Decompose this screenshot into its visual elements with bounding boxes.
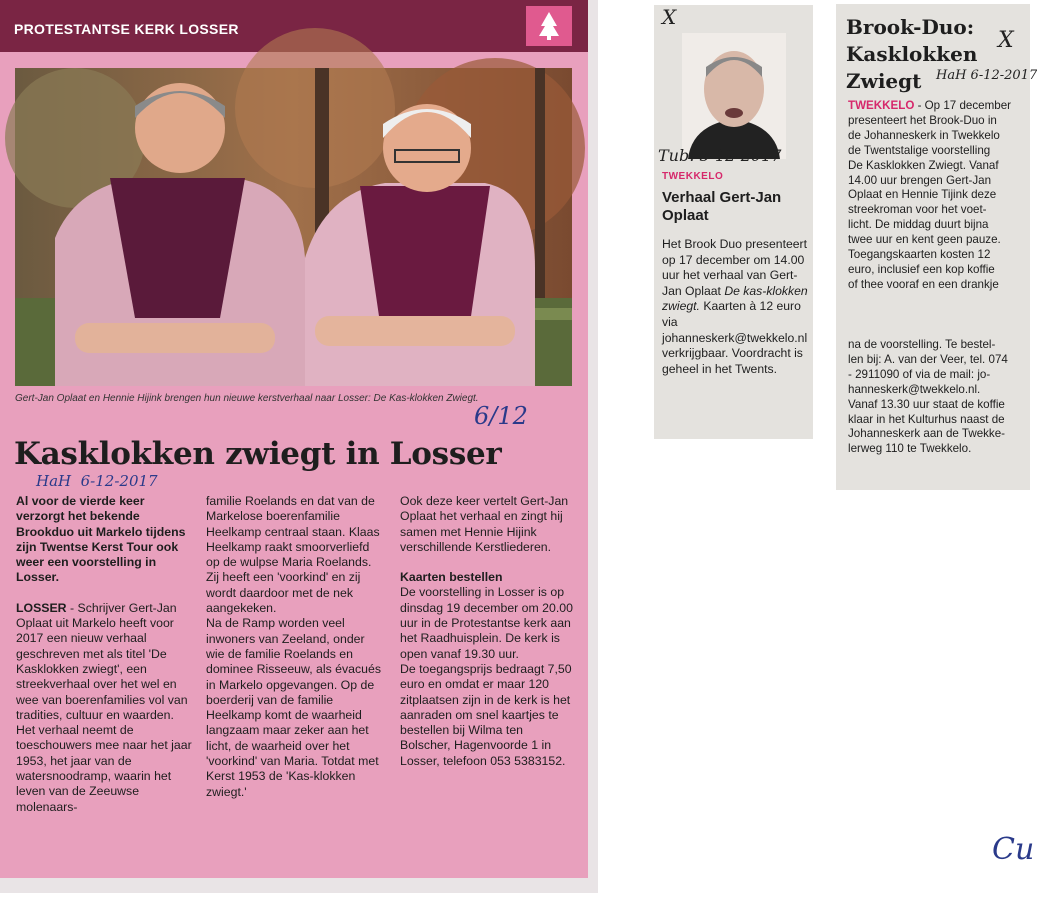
location-tag: TWEKKELO (662, 171, 724, 182)
article-line: lerweg 110 te Twekkelo. (848, 442, 972, 456)
article-headline: Kasklokken zwiegt in Losser (14, 436, 502, 472)
article-body-part-2 (848, 338, 1008, 457)
christmas-tree-icon (526, 6, 572, 46)
article-line: 14.00 uur brengen Gert-Jan (848, 173, 992, 187)
article-intro: Al voor de vierde keer verzorgt het bekende Brookduo uit Markelo tijdens zijn Twentse Kerst Tour ook weer een voorstelling in Losser. (16, 494, 186, 585)
article-column-3 (400, 494, 576, 769)
handwritten-mark: X (998, 28, 1014, 53)
body-title-italic: De kas-klokken zwiegt. (662, 283, 808, 314)
article-paragraph: De voorstelling in Losser is op dinsdag 19 december om 20.00 uur in de Protestantse kerk aan het Raadhuisplein. De kerk is open vanaf 19.30 uur. (400, 585, 573, 661)
article-line (848, 99, 1011, 114)
article-line: De Kasklokken Zwiegt. Vanaf (848, 158, 999, 172)
article-line: Oplaat en Hennie Tijink deze (848, 188, 997, 202)
article-line: Johanneskerk aan de Twekke- (848, 427, 1006, 441)
handwritten-date-note: 6/12 (474, 402, 528, 430)
duo-photo (15, 68, 572, 386)
article-subheading: Kaarten bestellen (400, 570, 503, 585)
article-line: na de voorstelling. Te bestel- (848, 338, 996, 351)
portrait-photo (682, 33, 786, 159)
article-paragraph (16, 601, 192, 723)
article-line: euro, inclusief een kop koffie (848, 262, 995, 276)
article-line: de Johanneskerk in Twekkelo (848, 128, 1000, 142)
photo-caption: Gert-Jan Oplaat en Hennie Hijink brengen hun nieuwe kerstverhaal naar Losser: De Kas-klokken Zwiegt. (15, 393, 479, 404)
handwritten-source-note: HaH 6-12-2017 (36, 472, 158, 490)
right-clipping (836, 4, 1037, 490)
margin-scribble: Cu (992, 832, 1035, 867)
location-tag: TWEKKELO (848, 99, 915, 112)
article-paragraph: De toegangsprijs bedraagt 7,50 euro en omdat er maar 120 zitplaatsen zijn in de kerk is het aanraden om snel kaartjes te bestellen bij Wilma ten Bolscher, Hagenvoorde 1 in Losser, telefoon 053 5383152. (400, 661, 572, 768)
article-line: - 2911090 of via de mail: jo- (848, 367, 991, 381)
dateline: LOSSER (16, 600, 67, 615)
article-headline: Brook-Duo: Kasklokken Zwiegt (846, 15, 978, 93)
article-body-part-1 (848, 99, 1011, 293)
article-line: licht. De middag duurt bijna (848, 218, 989, 232)
middle-clipping (654, 5, 813, 439)
handwritten-mark: X (662, 5, 677, 29)
article-body (662, 237, 810, 377)
line-text: - Op 17 december (914, 99, 1012, 112)
article-line: of thee vooraf en een drankje (848, 277, 999, 291)
paragraph-text: - Schrijver Gert-Jan Oplaat uit Markelo heeft voor 2017 een nieuw verhaal geschreven met als titel 'De Kasklokken zwiegt', een streekverhaal over het wel en wee van boerenfamilies vol van tradities, cultuur en waarden. (16, 600, 188, 722)
article-line: presenteert het Brook-Duo in (848, 113, 997, 127)
article-line: twee uur en kent geen pauze. (848, 233, 1001, 247)
body-text: Het Brook Duo presenteert op 17 december om 14.00 uur het verhaal van Gert-Jan Oplaat (662, 237, 807, 298)
article-line: Vanaf 13.30 uur staat de koffie (848, 397, 1005, 411)
article-line: de Twentstalige voorstelling (848, 143, 991, 157)
article-paragraph: Ook deze keer vertelt Gert-Jan Oplaat het verhaal en zingt hij samen met Hennie Hijink verschillende Kerstliederen. (400, 494, 569, 554)
handwritten-date-note: HaH 6-12-2017 (936, 68, 1037, 83)
article-paragraph: Het verhaal neemt de toeschouwers mee naar het jaar 1953, het jaar van de watersnoodramp, waarin het leven van de Zeeuwse molenaars- (16, 723, 192, 814)
article-headline: Verhaal Gert-Jan Oplaat (662, 189, 782, 224)
article-line: len bij: A. van der Veer, tel. 074 (848, 352, 1008, 366)
section-title: PROTESTANTSE KERK LOSSER (14, 21, 239, 37)
article-column-1 (16, 494, 192, 815)
article-column-2 (206, 494, 384, 800)
article-line: hanneskerk@twekkelo.nl. (848, 382, 981, 396)
body-text: Kaarten à 12 euro via johanneskerk@twekkelo.nl verkrijgbaar. Voordracht is geheel in het Twents. (662, 299, 808, 376)
handwritten-date-note: Tub. 5-12-2017 (658, 146, 782, 165)
article-line: klaar in het Kulturhus naast de (848, 412, 1005, 426)
article-line: streekroman voor het voet- (848, 203, 987, 217)
article-line: Toegangskaarten kosten 12 (848, 248, 991, 262)
article-paragraph: Na de Ramp worden veel inwoners van Zeeland, onder wie de familie Roelands en dominee Risseeuw, als évacués in Markelo opgevangen. Op de boerderij van de familie Heelkamp komt de waarheid langzaam maar zeker aan het licht, de waarheid over het 'voorkind' van Maria. Totdat met Kerst 1953 de 'Kas-klokken zwiegt.' (206, 616, 381, 799)
article-paragraph: familie Roelands en dat van de Markelose boerenfamilie Heelkamp centraal staan. Klaas Heelkamp raakt smoorverliefd op de wulpse Maria Roelands. Zij heeft een 'voorkind' en zij wordt daardoor met de nek aangekeken. (206, 494, 380, 616)
